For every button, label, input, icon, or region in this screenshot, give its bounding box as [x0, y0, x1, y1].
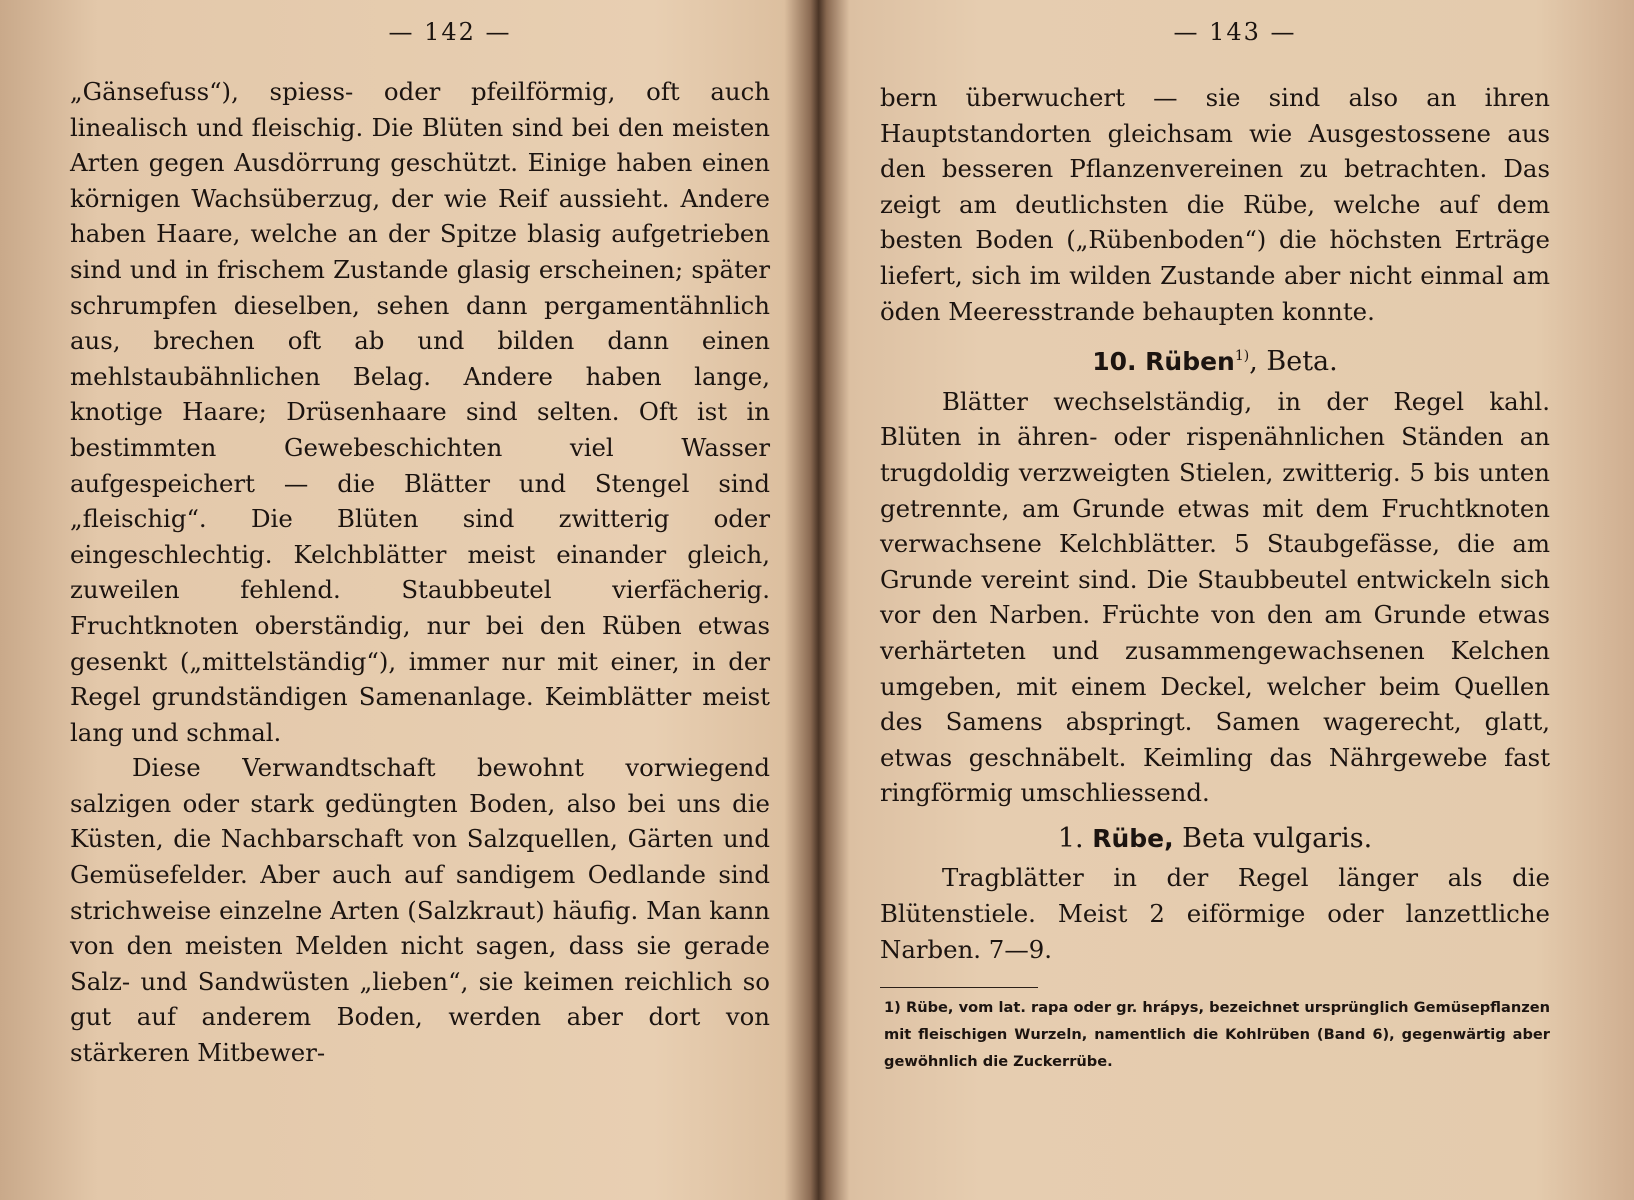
left-paragraph-2: Diese Verwandtschaft bewohnt vorwiegend salzigen oder stark gedüngten Boden, also bei uns die Küsten, die Nachbarschaft von Salzquellen, Gärten und Gemüsefelder. Aber auch auf sandigem Oedlande sind strichweise einzelne Arten (Salzkraut) häufig. Man kann von den meisten Melden nicht sagen, dass sie gerade Salz- und Sandwüsten „lieben“, sie keimen reichlich so gut auf anderem Boden, werden aber dort von stärkeren Mitbewer-	[70, 753, 770, 1068]
page-number-left: — 142 —	[388, 18, 512, 46]
left-page	[70, 0, 770, 1200]
species-number: 1.	[1057, 822, 1084, 854]
section-paragraph: Blätter wechselständig, in der Regel kahl. Blüten in ähren- oder rispenähnlichen Ständen an trugdoldig verzweigten Stielen, zwitterig. 5 bis unten getrennte, am Grunde etwas mit dem Fruchtknoten verwachsene Kelchblätter. 5 Staubgefässe, die am Grunde vereint sind. Die Staubbeutel entwickeln sich vor den Narben. Früchte von den am Grunde etwas verhärteten und zusammengewachsenen Kelchen umgeben, mit einem Deckel, welcher beim Quellen des Samens abspringt. Samen wagerecht, glatt, etwas geschnäbelt. Keimling das Nährgewebe fast ringförmig umschliessend.	[880, 386, 1550, 808]
page-number-right: — 143 —	[1173, 18, 1297, 46]
footnote: 1) Rübe, vom lat. rapa oder gr. hrápys, bezeichnet ursprünglich Gemüsepflanzen mit fleischigen Wurzeln, namentlich die Kohlrüben (Band 6), gegenwärtig aber gewöhnlich die Zuckerrübe.	[884, 999, 1550, 1071]
right-page	[880, 0, 1550, 1200]
species-title: Rübe,	[1092, 823, 1174, 853]
species-latin: Beta vulgaris.	[1173, 822, 1373, 854]
species-paragraph: Tragblätter in der Regel länger als die Blütenstiele. Meist 2 eiförmige oder lanzettliche Narben. 7—9.	[880, 863, 1550, 964]
right-intro-paragraph: bern überwuchert — sie sind also an ihren Hauptstandorten gleichsam wie Ausgestossene aus den besseren Pflanzenvereinen zu betrachten. Das zeigt am deutlichsten die Rübe, welche auf dem besten Boden („Rübenboden“) die höchsten Erträge liefert, sich im wilden Zustande aber nicht einmal am öden Meeresstrande behaupten konnte.	[880, 83, 1550, 326]
right-page-body	[880, 80, 1550, 1075]
section-latin: , Beta.	[1249, 346, 1338, 378]
species-heading	[880, 821, 1550, 857]
left-paragraph-1: „Gänsefuss“), spiess- oder pfeilförmig, oft auch linealisch und fleischig. Die Blüten sind bei den meisten Arten gegen Ausdörrung geschützt. Einige haben einen körnigen Wachsüberzug, der wie Reif aussieht. Andere haben Haare, welche an der Spitze blasig aufgetrieben sind und in frischem Zustande glasig erscheinen; später schrumpfen dieselben, sehen dann pergamentähnlich aus, brechen oft ab und bilden dann einen mehlstaubähnlichen Belag. Andere haben lange, knotige Haare; Drüsenhaare sind selten. Oft ist in bestimmten Gewebeschichten viel Wasser aufgespeichert — die Blätter und Stengel sind „fleischig“. Die Blüten sind zwitterig oder eingeschlechtig. Kelchblätter meist einander gleich, zuweilen fehlend. Staubbeutel vierfächerig. Fruchtknoten oberständig, nur bei den Rüben etwas gesenkt („mittelständig“), immer nur mit einer, in der Regel grundständigen Samenanlage. Keimblätter meist lang und schmal.	[70, 77, 770, 747]
footnote-rule	[880, 987, 1038, 988]
section-heading	[880, 339, 1550, 380]
section-number: 10.	[1092, 347, 1137, 377]
section-title: Rüben	[1145, 347, 1235, 377]
footnote-marker: 1)	[1234, 348, 1250, 365]
left-page-body	[70, 74, 770, 1071]
